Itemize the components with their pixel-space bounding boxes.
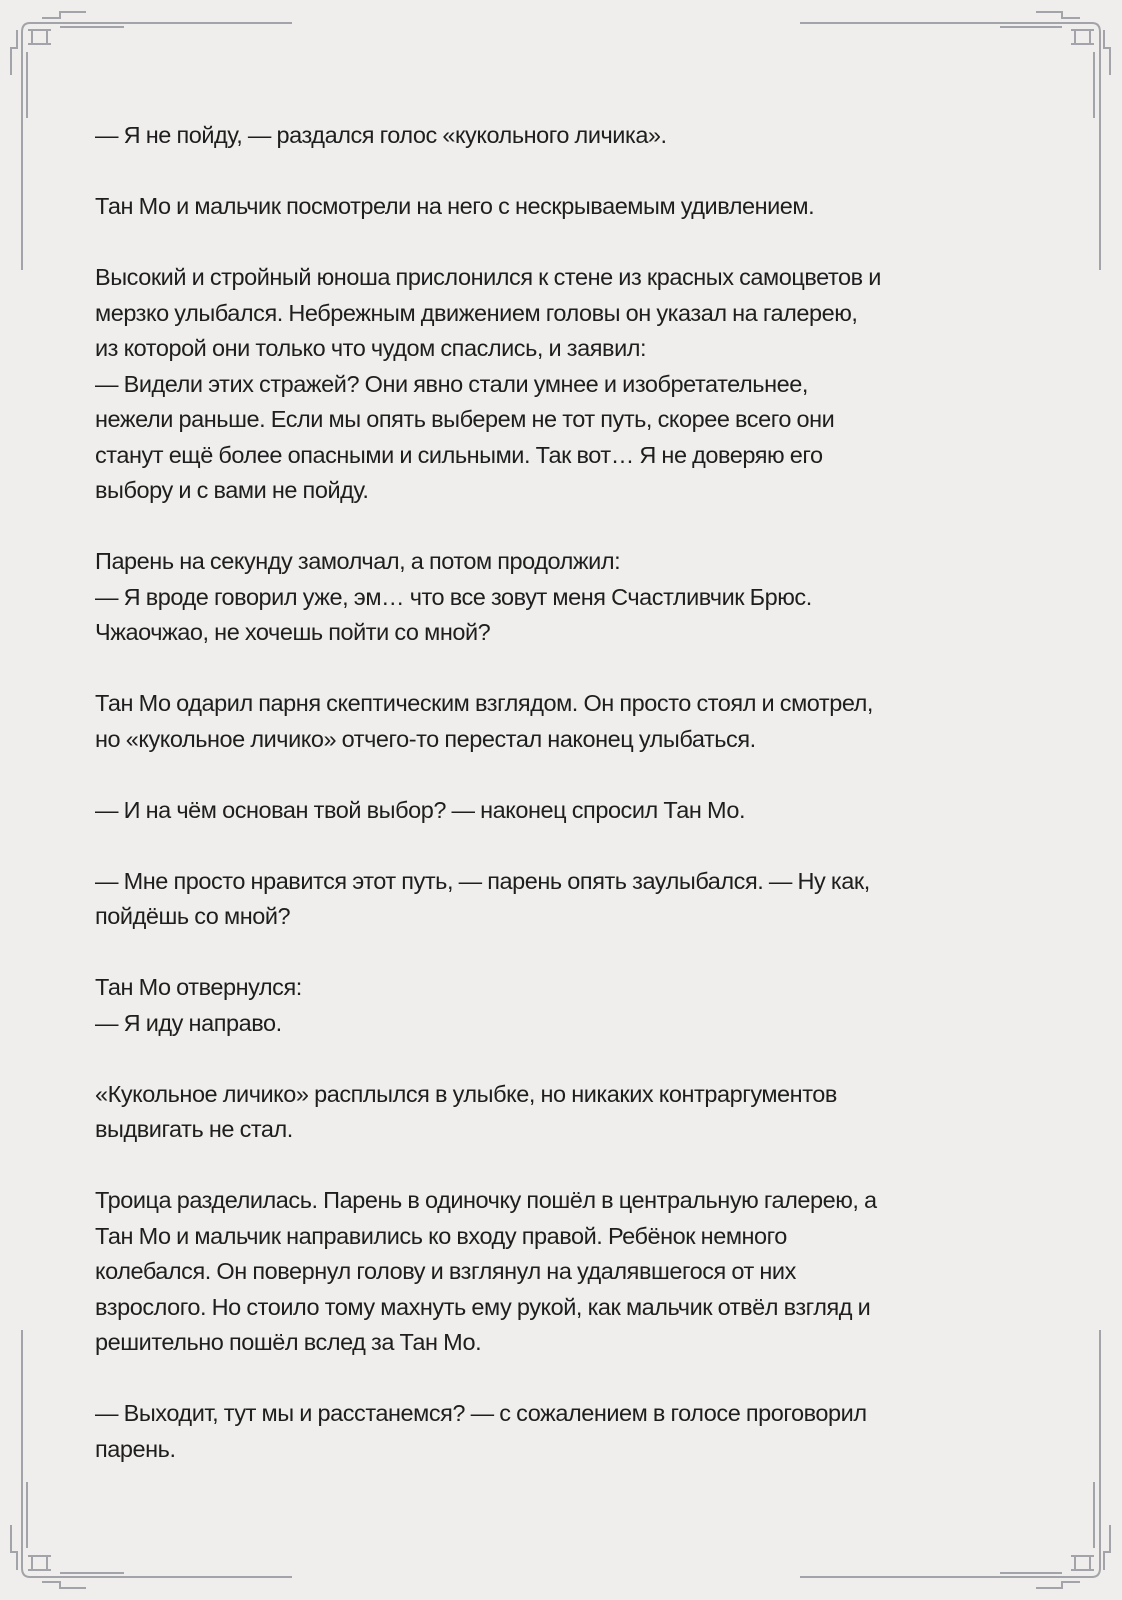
text-line: выбору и с вами не пойду. [95,477,369,503]
text-line: Троица разделилась. Парень в одиночку пошёл в центральную галерею, а [95,1187,877,1213]
paragraph [95,1183,1025,1361]
text-line: из которой они только что чудом спаслись, и заявил: [95,335,647,361]
text-line: решительно пошёл вслед за Тан Мо. [95,1329,482,1355]
paragraph [95,1077,1025,1148]
text-line: Тан Мо и мальчик посмотрели на него с нескрываемым удивлением. [95,193,815,219]
text-line: колебался. Он повернул голову и взглянул на удалявшегося от них [95,1258,796,1284]
text-line: Тан Мо и мальчик направились ко входу правой. Ребёнок немного [95,1222,787,1249]
text-line: нежели раньше. Если мы опять выберем не тот путь, скорее всего они [95,406,835,432]
text-line: Высокий и стройный юноша прислонился к стене из красных самоцветов и [95,264,881,290]
text-line: — Я иду направо. [95,1009,282,1036]
text-line: Парень на секунду замолчал, а потом продолжил: [95,548,621,574]
paragraph [95,189,1025,225]
paragraph [95,970,1025,1041]
paragraph [95,118,1025,154]
paragraph [95,864,1025,935]
text-line: пойдёшь со мной? [95,903,291,929]
text-line: Тан Мо одарил парня скептическим взглядом. Он просто стоял и смотрел, [95,690,874,716]
text-line: — Видели этих стражей? Они явно стали умнее и изобретательнее, [95,370,808,397]
paragraph [95,544,1025,651]
document-body [95,118,1025,1503]
text-line: — Я вроде говорил уже, эм… что все зовут меня Счастливчик Брюс. [95,583,812,610]
text-line: выдвигать не стал. [95,1116,293,1142]
text-line: — И на чём основан твой выбор? — наконец спросил Тан Мо. [95,796,746,823]
text-line: Чжаочжао, не хочешь пойти со мной? [95,619,491,645]
paragraph [95,1396,1025,1467]
text-line: мерзко улыбался. Небрежным движением головы он указал на галерею, [95,299,858,326]
paragraph [95,686,1025,757]
text-line: «Кукольное личико» расплылся в улыбке, но никаких контраргументов [95,1080,837,1107]
text-line: — Мне просто нравится этот путь, — парень опять заулыбался. — Ну как, [95,867,870,894]
text-line: станут ещё более опасными и сильными. Так вот… Я не доверяю его [95,441,823,468]
text-line: но «кукольное личико» отчего-то перестал наконец улыбаться. [95,725,756,752]
text-line: взрослого. Но стоило тому махнуть ему рукой, как мальчик отвёл взгляд и [95,1293,871,1320]
text-line: Тан Мо отвернулся: [95,974,302,1000]
text-line: — Я не пойду, — раздался голос «кукольного личика». [95,122,667,148]
text-line: — Выходит, тут мы и расстанемся? — с сожалением в голосе проговорил [95,1400,867,1426]
paragraph [95,793,1025,829]
paragraph [95,260,1025,509]
text-line: парень. [95,1435,176,1462]
